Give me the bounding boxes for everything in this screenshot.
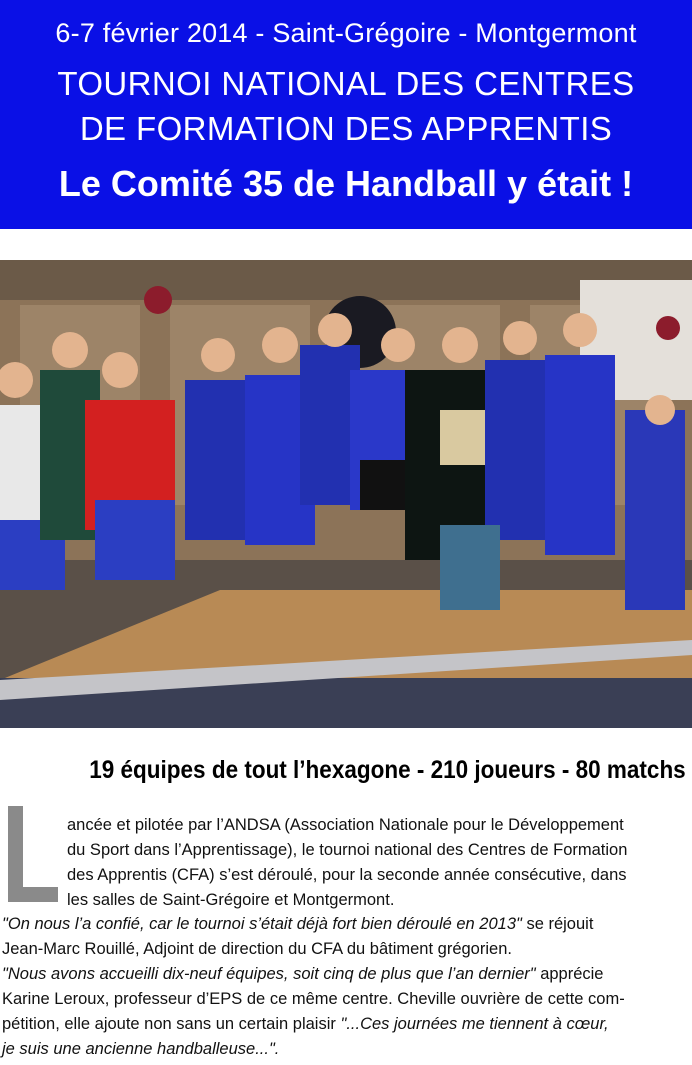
quote-line: "Nous avons accueilli dix-neuf équipes, soit cinq de plus que l’an dernier" apprécie [2,965,604,983]
paragraph-line: Jean-Marc Rouillé, Adjoint de direction du CFA du bâtiment grégorien. [2,940,512,958]
article-subhead: 19 équipes de tout l’hexagone - 210 joueurs - 80 matchs [89,756,686,784]
paragraph-line: des Apprentis (CFA) s’est déroulé, pour la seconde année consécutive, dans [67,866,627,884]
team-photo [0,260,692,728]
team-photo-illustration [0,260,692,728]
quote-leroux-2: "...Ces journées me tiennent à cœur, [340,1015,609,1033]
paragraph-line: ancée et pilotée par l’ANDSA (Association Nationale pour le Développement [67,816,624,834]
paragraph-line: du Sport dans l’Apprentissage), le tournoi national des Centres de Formation [67,841,628,859]
paragraph-line: les salles de Saint-Grégoire et Montgermont. [67,891,395,909]
event-date-location: 6-7 février 2014 - Saint-Grégoire - Montgermont [55,18,637,48]
drop-cap [8,806,58,902]
quote-leroux: "Nous avons accueilli dix-neuf équipes, soit cinq de plus que l’an dernier" [2,965,536,983]
title-banner [0,0,692,229]
headline: Le Comité 35 de Handball y était ! [58,163,634,204]
event-title-line-1: TOURNOI NATIONAL DES CENTRES [57,65,635,102]
quote-rouille: "On nous l’a confié, car le tournoi s’était déjà fort bien déroulé en 2013" [2,915,522,933]
quote-line: "On nous l’a confié, car le tournoi s’était déjà fort bien déroulé en 2013" se réjouit [2,915,594,933]
quote-line: je suis une ancienne handballeuse...". [2,1040,280,1058]
quote-line: pétition, elle ajoute non sans un certain plaisir "...Ces journées me tiennent à cœur, [2,1015,609,1033]
event-title-line-2: DE FORMATION DES APPRENTIS [79,110,613,147]
paragraph-line: Karine Leroux, professeur d’EPS de ce même centre. Cheville ouvrière de cette com- [2,990,625,1008]
